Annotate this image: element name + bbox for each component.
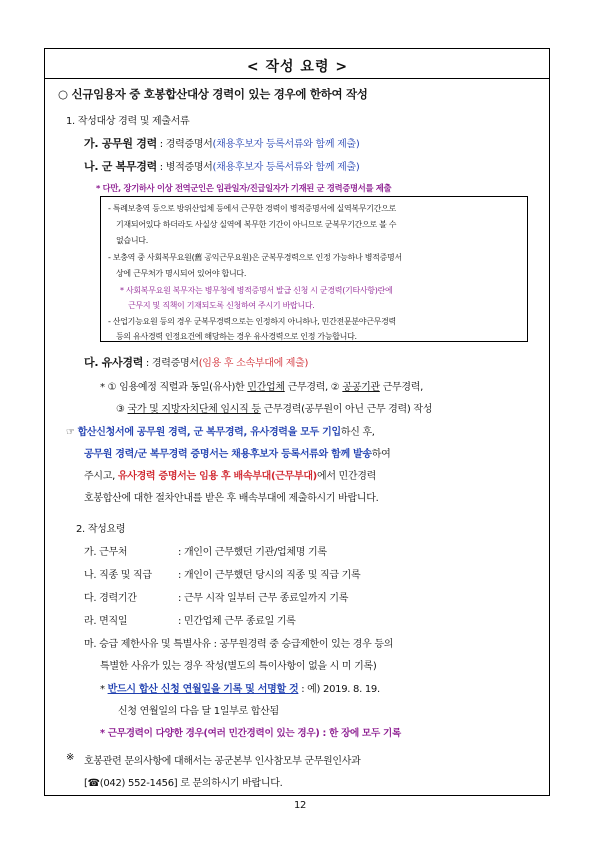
section2-row-key: 가. 근무처 [84, 547, 128, 558]
section1-item-na [84, 158, 359, 174]
da-label: 다. 유사경력 [84, 356, 144, 369]
page-number: 12 [293, 800, 307, 811]
box-line: - 보충역 중 사회복무요원(舊 공익근무요원)은 군복무경력으로 인정 가능하나 병적증명서 [108, 253, 402, 262]
pointer-text: 주시고, [84, 471, 118, 482]
pointer-bold: 공무원 경력/군 복무경력 증명서는 채용후보자 등록서류와 함께 발송 [84, 449, 372, 460]
note-bold-underline: 반드시 합산 신청 연월일을 기록 및 서명할 것 [107, 684, 299, 695]
note-underline: 공공기관 [342, 382, 380, 393]
pointer-bold: 합산신청서에 공무원 경력, 군 복무경력, 유사경력을 모두 기입 [77, 427, 341, 438]
footer-note-line-1: 호봉관련 문의사항에 대해서는 공군본부 인사참모부 군무원인사과 [84, 756, 361, 767]
section2-ma-line-2: 특별한 사유가 있는 경우 작성(별도의 특이사항이 없을 시 미 기록) [100, 661, 377, 672]
long-term-sergeant-note: * 다만, 장기하사 이상 전역군인은 임관일자/진급일자가 기재된 군 경력증명서를 제출 [96, 183, 392, 193]
ga-label: 가. 공무원 경력 [84, 137, 157, 150]
da-colon: : 경력증명서 [143, 358, 199, 369]
note-text: 근무경력, ② [284, 382, 343, 393]
main-heading-text: 신규임용자 중 호봉합산대상 경력이 있는 경우에 한하여 작성 [71, 87, 368, 101]
box-line: 등의 유사경력 인정요건에 해당하는 경우 유사경력으로 인정 가능합니다. [116, 332, 357, 341]
na-label: 나. 군 복무경력 [84, 160, 157, 173]
circle-bullet-icon: ○ [58, 87, 68, 101]
section2-row-value: : 민간업체 근무 종료일 기록 [178, 616, 296, 627]
section1-item-da [84, 354, 308, 370]
section2-row-value: : 개인이 근무했던 기관/업체명 기록 [178, 547, 327, 558]
pointer-bold: 유사경력 증명서는 임용 후 배속부대(근무부대) [117, 471, 317, 482]
pointer-line-3 [84, 467, 376, 482]
similar-career-note-2 [116, 400, 432, 415]
note-underline: 민간업체 [247, 382, 285, 393]
ga-colon: : 경력증명서 [156, 139, 213, 150]
ga-note: (채용후보자 등록서류와 함께 제출) [212, 139, 360, 150]
pointer-line-4: 호봉합산에 대한 절차안내를 받은 후 배속부대에 제출하시기 바랍니다. [84, 493, 379, 504]
pointer-text: 에서 민간경력 [316, 471, 376, 482]
title-divider [44, 78, 550, 79]
na-colon: : 병적증명서 [156, 162, 213, 173]
box-line: 상에 근무처가 명시되어 있어야 합니다. [116, 269, 247, 278]
note-underline: 국가 및 지방자치단체 임시직 등 [127, 404, 261, 415]
pointer-text: 하신 후, [340, 427, 375, 438]
note-text: * [100, 684, 108, 695]
section2-row-key: 나. 직종 및 직급 [84, 570, 152, 581]
section2-row-key: 라. 면직일 [84, 616, 128, 627]
reference-mark-icon: ※ [66, 752, 75, 763]
main-heading [58, 86, 368, 102]
pointer-line-1 [66, 423, 375, 438]
pointer-line-2 [84, 445, 390, 460]
page-title: < 작성 요령 > [246, 59, 349, 75]
similar-career-note-1 [100, 378, 423, 393]
note-text: 근무경력(공무원이 아닌 근무 경력) 작성 [260, 404, 433, 415]
section2-heading: 2. 작성요령 [76, 524, 126, 535]
section2-row-value: : 개인이 근무했던 당시의 직종 및 직급 기록 [178, 570, 361, 581]
box-line: - 특례보충역 등으로 방위산업체 등에서 근무한 경력이 병적증명서에 실역복무기간으로 [108, 204, 396, 213]
box-line: 근무지 및 직책이 기재되도록 신청하여 주시기 바랍니다. [128, 301, 315, 310]
multi-career-note: * 근무경력이 다양한 경우(여러 민간경력이 있는 경우) : 한 장에 모두 기록 [100, 728, 401, 739]
note-text: : 예) 2019. 8. 19. [298, 684, 380, 695]
box-line: * 사회복무요원 복무자는 병무청에 병적증명서 발급 신청 시 군경력(기타사항)란에 [120, 286, 393, 295]
signature-note [100, 680, 380, 695]
section1-item-ga [84, 135, 359, 151]
signature-note-2: 신청 연월일의 다음 달 1일부로 합산됨 [118, 706, 279, 717]
note-text: ③ [116, 404, 128, 415]
footer-note-line-2: [☎(042) 552-1456] 로 문의하시기 바랍니다. [84, 778, 283, 789]
section1-heading: 1. 작성대상 경력 및 제출서류 [66, 116, 190, 127]
box-line: 기재되어있다 하더라도 사실상 실역에 복무한 기간이 아니므로 군복무기간으로 볼 수 [116, 220, 397, 229]
section2-row-key: 다. 경력기간 [84, 593, 137, 604]
da-note: (임용 후 소속부대에 제출) [198, 358, 309, 369]
na-note: (채용후보자 등록서류와 함께 제출) [212, 162, 360, 173]
box-line: - 산업기능요원 등의 경우 군복무경력으로는 인정하지 아니하나, 민간전문분야근무경력 [108, 317, 396, 326]
section2-row-value: : 근무 시작 일부터 근무 종료일까지 기록 [178, 593, 349, 604]
section2-ma-line-1: 마. 승급 제한사유 및 특별사유 : 공무원경력 중 승급제한이 있는 경우 등의 [84, 639, 394, 650]
box-line: 없습니다. [116, 236, 148, 245]
note-text: * ① 임용예정 직렬과 동일(유사)한 [100, 382, 248, 393]
note-text: 근무경력, [379, 382, 424, 393]
pointer-text: 하여 [371, 449, 391, 460]
pointing-hand-icon: ☞ [66, 427, 75, 438]
